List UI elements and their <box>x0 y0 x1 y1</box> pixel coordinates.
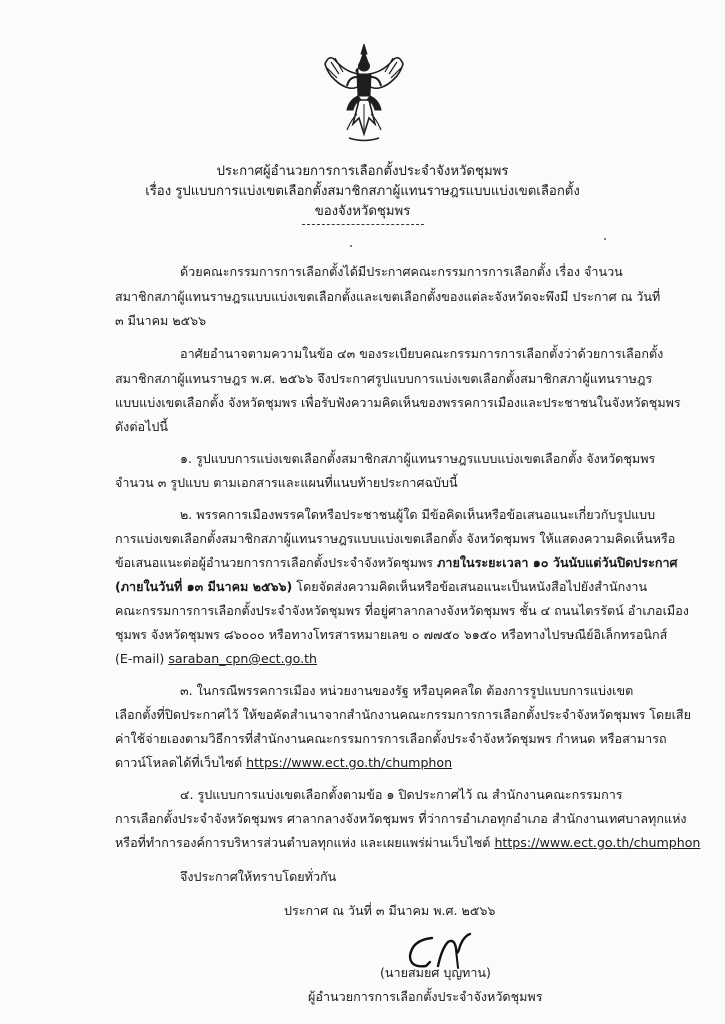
scan-speck <box>350 245 352 247</box>
item4-line-1: ๔. รูปแบบการแบ่งเขตเลือกตั้งตามข้อ ๑ ปิดประกาศไว้ ณ สำนักงานคณะกรรมการ <box>180 787 623 802</box>
announcement-title: ประกาศผู้อำนวยการการเลือกตั้งประจำจังหวัดชุมพร <box>216 164 509 179</box>
item2-line-7 <box>115 650 317 668</box>
item2-line-1: ๒. พรรคการเมืองพรรคใดหรือประชาชนผู้ใด มีข้อคิดเห็นหรือข้อเสนอแนะเกี่ยวกับรูปแบบ <box>180 507 656 522</box>
item2-line-6: ชุมพร จังหวัดชุมพร ๘๖๐๐๐ หรือทางโทรสารหมายเลข ๐ ๗๗๕๐ ๖๑๕๐ หรือทางไปรษณีย์อิเล็กทรอนิกส์ <box>115 627 668 642</box>
item2-line-3 <box>115 554 678 572</box>
item2-line-2: การแบ่งเขตเลือกตั้งสมาชิกสภาผู้แทนราษฎรแบบแบ่งเขตเลือกตั้ง จังหวัดชุมพร ให้แสดงความคิดเห็นหรือ <box>115 531 676 546</box>
item1-line-2: จำนวน ๓ รูปแบบ ตามเอกสารและแผนที่แนบท้ายประกาศฉบับนี้ <box>115 475 458 490</box>
intro-line-2: สมาชิกสภาผู้แทนราษฎรแบบแบ่งเขตเลือกตั้งและเขตเลือกตั้งของแต่ละจังหวัดจะพึงมี ประกาศ ณ วันที่ <box>115 289 661 304</box>
deadline-date: (ภายในวันที่ ๑๓ มีนาคม ๒๕๖๖) <box>115 579 293 594</box>
authority-line-4: ดังต่อไปนี้ <box>115 419 169 434</box>
deadline-period: ภายในระยะเวลา ๑๐ วันนับแต่วันปิดประกาศ <box>437 555 678 570</box>
item4-line-3 <box>115 834 700 852</box>
signer-title: ผู้อำนวยการการเลือกตั้งประจำจังหวัดชุมพร <box>308 989 543 1004</box>
email-label: (E-mail) <box>115 651 169 666</box>
item2-line-4 <box>115 578 647 596</box>
intro-line-1: ด้วยคณะกรรมการการเลือกตั้งได้มีประกาศคณะกรรมการการเลือกตั้ง เรื่อง จำนวน <box>180 264 623 279</box>
announcement-subject: เรื่อง รูปแบบการแบ่งเขตเลือกตั้งสมาชิกสภาผู้แทนราษฎรแบบแบ่งเขตเลือกตั้ง <box>145 184 580 199</box>
email-link[interactable]: saraban_cpn@ect.go.th <box>168 651 317 666</box>
item2-line-4-text: โดยจัดส่งความคิดเห็นหรือข้อเสนอแนะเป็นหนังสือไปยังสำนักงาน <box>292 579 648 594</box>
item2-line-3-text: ข้อเสนอแนะต่อผู้อำนวยการการเลือกตั้งประจำจังหวัดชุมพร <box>115 555 438 570</box>
item4-line-3-text: หรือที่ทำการองค์การบริหารส่วนตำบลทุกแห่ง และเผยแพร่ผ่านเว็บไซต์ <box>115 835 495 850</box>
item3-line-3: ค่าใช้จ่ายเองตามวิธีการที่สำนักงานคณะกรรมการการเลือกตั้งประจำจังหวัดชุมพร กำหนด หรือสามารถ <box>115 731 667 746</box>
website-link[interactable]: https://www.ect.go.th/chumphon <box>246 755 453 770</box>
scan-speck <box>604 238 606 240</box>
header-divider <box>302 224 424 225</box>
authority-line-3: แบบแบ่งเขตเลือกตั้ง จังหวัดชุมพร เพื่อรับฟังความคิดเห็นของพรรคการเมืองและประชาชนในจังหวัดชุมพร <box>115 395 681 410</box>
signer-name: (นายสมยศ บุญทาน) <box>380 965 491 980</box>
garuda-emblem-icon <box>323 44 405 142</box>
item1-line-1: ๑. รูปแบบการแบ่งเขตเลือกตั้งสมาชิกสภาผู้แทนราษฎรแบบแบ่งเขตเลือกตั้ง จังหวัดชุมพร <box>180 451 656 466</box>
announcement-subject-cont: ของจังหวัดชุมพร <box>314 204 411 219</box>
download-label: ดาวน์โหลดได้ที่เว็บไซต์ <box>115 755 247 770</box>
item2-line-5: คณะกรรมการการเลือกตั้งประจำจังหวัดชุมพร ที่อยู่ศาลากลางจังหวัดชุมพร ชั้น ๔ ถนนไตรรัตน์ อำเภอเมือง <box>115 603 689 618</box>
announcement-date: ประกาศ ณ วันที่ ๓ มีนาคม พ.ศ. ๒๕๖๖ <box>284 903 496 918</box>
authority-line-1: อาศัยอำนาจตามความในข้อ ๔๓ ของระเบียบคณะกรรมการการเลือกตั้งว่าด้วยการเลือกตั้ง <box>180 346 664 361</box>
authority-line-2: สมาชิกสภาผู้แทนราษฎร พ.ศ. ๒๕๖๖ จึงประกาศรูปแบบการแบ่งเขตเลือกตั้งสมาชิกสภาผู้แทนราษฎร <box>115 371 653 386</box>
item3-line-2: เลือกตั้งที่ปิดประกาศไว้ ให้ขอคัดสำเนาจากสำนักงานคณะกรรมการการเลือกตั้งประจำจังหวัดชุมพร โดยเสีย <box>115 707 691 722</box>
item3-line-1: ๓. ในกรณีพรรคการเมือง หน่วยงานของรัฐ หรือบุคคลใด ต้องการรูปแบบการแบ่งเขต <box>180 683 634 698</box>
closing-statement: จึงประกาศให้ทราบโดยทั่วกัน <box>180 869 337 884</box>
website-link-2[interactable]: https://www.ect.go.th/chumphon <box>494 835 701 850</box>
intro-line-3: ๓ มีนาคม ๒๕๖๖ <box>115 313 207 328</box>
item4-line-2: การเลือกตั้งประจำจังหวัดชุมพร ศาลากลางจังหวัดชุมพร ที่ว่าการอำเภอทุกอำเภอ สำนักงานเทศบาลทุกแห่ง <box>115 811 687 826</box>
item3-line-4 <box>115 754 452 772</box>
